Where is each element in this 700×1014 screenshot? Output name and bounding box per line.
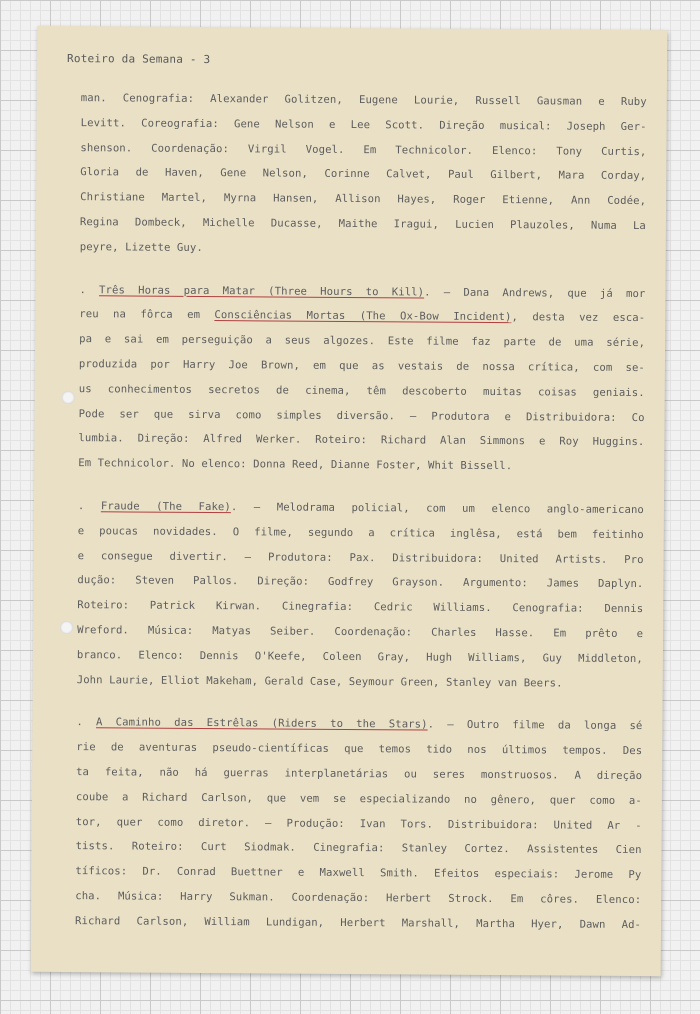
text-segment: reu na fôrca em (79, 308, 215, 322)
text-line: Richard Carlson, William Lundigan, Herbert Marshall, Martha Hyer, Dawn Ad- (75, 914, 642, 931)
review-tres-horas-para-matar (78, 278, 645, 480)
text-line: John Laurie, Elliot Makeham, Gerald Case, Seymour Green, Stanley van Beers. (76, 673, 563, 690)
text-line: pa e sai em perseguição a seus algozes. Este filme faz parte de uma série, (79, 333, 646, 350)
text-line: e consegue divertir. — Produtora: Pax. Distribuidora: United Artists. Pro (77, 549, 644, 566)
text-segment: , desta vez esca- (511, 311, 646, 325)
film-title: A Caminho das Estrêlas (Riders to the Stars) (96, 716, 428, 731)
review-a-caminho-das-estrelas (75, 710, 643, 937)
page-header: Roteiro da Semana - 3 (67, 52, 211, 67)
text-line: tor, quer como diretor. — Produção: Ivan Tors. Distribuidora: United Ar - (75, 815, 642, 832)
review-fraude (77, 494, 644, 696)
punch-hole-upper (62, 391, 75, 404)
text-line: cha. Música: Harry Sukman. Coordenação: Herbert Strock. Em côres. Elenco: (75, 890, 642, 906)
text-line: Pode ser que sirva como simples diversão. — Produtora e Distribuidora: Co (78, 407, 645, 424)
text-line: tíficos: Dr. Conrad Buettner e Maxwell Smith. Efeitos especiais: Jerome Py (75, 865, 642, 882)
text-segment: . — Melodrama policial, com um elenco anglo-americano (230, 501, 644, 517)
text-line: peyre, Lizette Guy. (79, 240, 203, 254)
text-line: Regina Dombeck, Michelle Ducasse, Maithe Iragui, Lucien Plauzoles, Numa La (79, 216, 646, 233)
text-line: Levitt. Coreografia: Gene Nelson e Lee Scott. Direção musical: Joseph Ger- (80, 116, 647, 133)
bullet: . (76, 716, 97, 729)
film-title: Fraude (The Fake) (100, 500, 231, 514)
document-page (31, 26, 668, 976)
text-line: Christiane Martel, Myrna Hansen, Allison Hayes, Roger Etienne, Ann Codée, (80, 191, 647, 208)
document-body (75, 86, 647, 955)
bullet: . (77, 500, 101, 513)
text-line (78, 494, 644, 523)
text-segment: . — Dana Andrews, que já mor (424, 286, 646, 300)
text-line: rie de aventuras pseudo-científicas que temos tido nos últimos tempos. Des (76, 741, 643, 758)
punch-hole-lower (60, 621, 73, 634)
text-line: Wreford. Música: Matyas Seiber. Coordenação: Charles Hasse. Em prêto e (77, 624, 644, 640)
text-line: shenson. Coordenação: Virgil Vogel. Em Technicolor. Elenco: Tony Curtis, (80, 141, 647, 158)
film-title: Três Horas para Matar (Three Hours to Kill) (99, 283, 425, 299)
text-line: Roteiro: Patrick Kirwan. Cinegrafia: Cedric Williams. Cenografia: Dennis (77, 599, 644, 616)
text-line: tists. Roteiro: Curt Siodmak. Cinegrafia: Stanley Cortez. Assistentes Cien (75, 840, 642, 857)
text-line: coube a Richard Carlson, que vem se especializando no gênero, quer como a- (75, 790, 642, 807)
text-line: Em Technicolor. No elenco: Donna Reed, Dianne Foster, Whit Bissell. (78, 457, 513, 473)
text-line: e poucas novidades. O filme, segundo a crítica inglêsa, está bem feitinho (77, 524, 644, 541)
text-line: dução: Steven Pallos. Direção: Godfrey Grayson. Argumento: James Daplyn. (77, 574, 644, 591)
paragraph-cast-continued (80, 86, 647, 264)
text-line: us conhecimentos secretos de cinema, têm descoberto muitas coisas geniais. (78, 382, 645, 399)
text-line: lumbia. Direção: Alfred Werker. Roteiro: Richard Alan Simmons e Roy Huggins. (78, 432, 645, 449)
text-line: man. Cenografia: Alexander Golitzen, Eugene Lourie, Russell Gausman e Ruby (80, 92, 647, 109)
text-line: ta feita, não há guerras interplanetárias ou seres monstruosos. A direção (76, 766, 643, 782)
film-title-reference: Consciências Mortas (The Ox-Bow Incident) (214, 309, 512, 324)
text-segment: . — Outro filme da longa sé (427, 718, 643, 733)
text-line: branco. Elenco: Dennis O'Keefe, Coleen Gray, Hugh Williams, Guy Middleton, (76, 648, 643, 665)
bullet: . (79, 283, 100, 296)
text-line: Gloria de Haven, Gene Nelson, Corinne Calvet, Paul Gilbert, Mara Corday, (80, 166, 647, 183)
text-line: produzida por Harry Joe Brown, em que as vestais de nossa crítica, com se- (78, 358, 645, 375)
